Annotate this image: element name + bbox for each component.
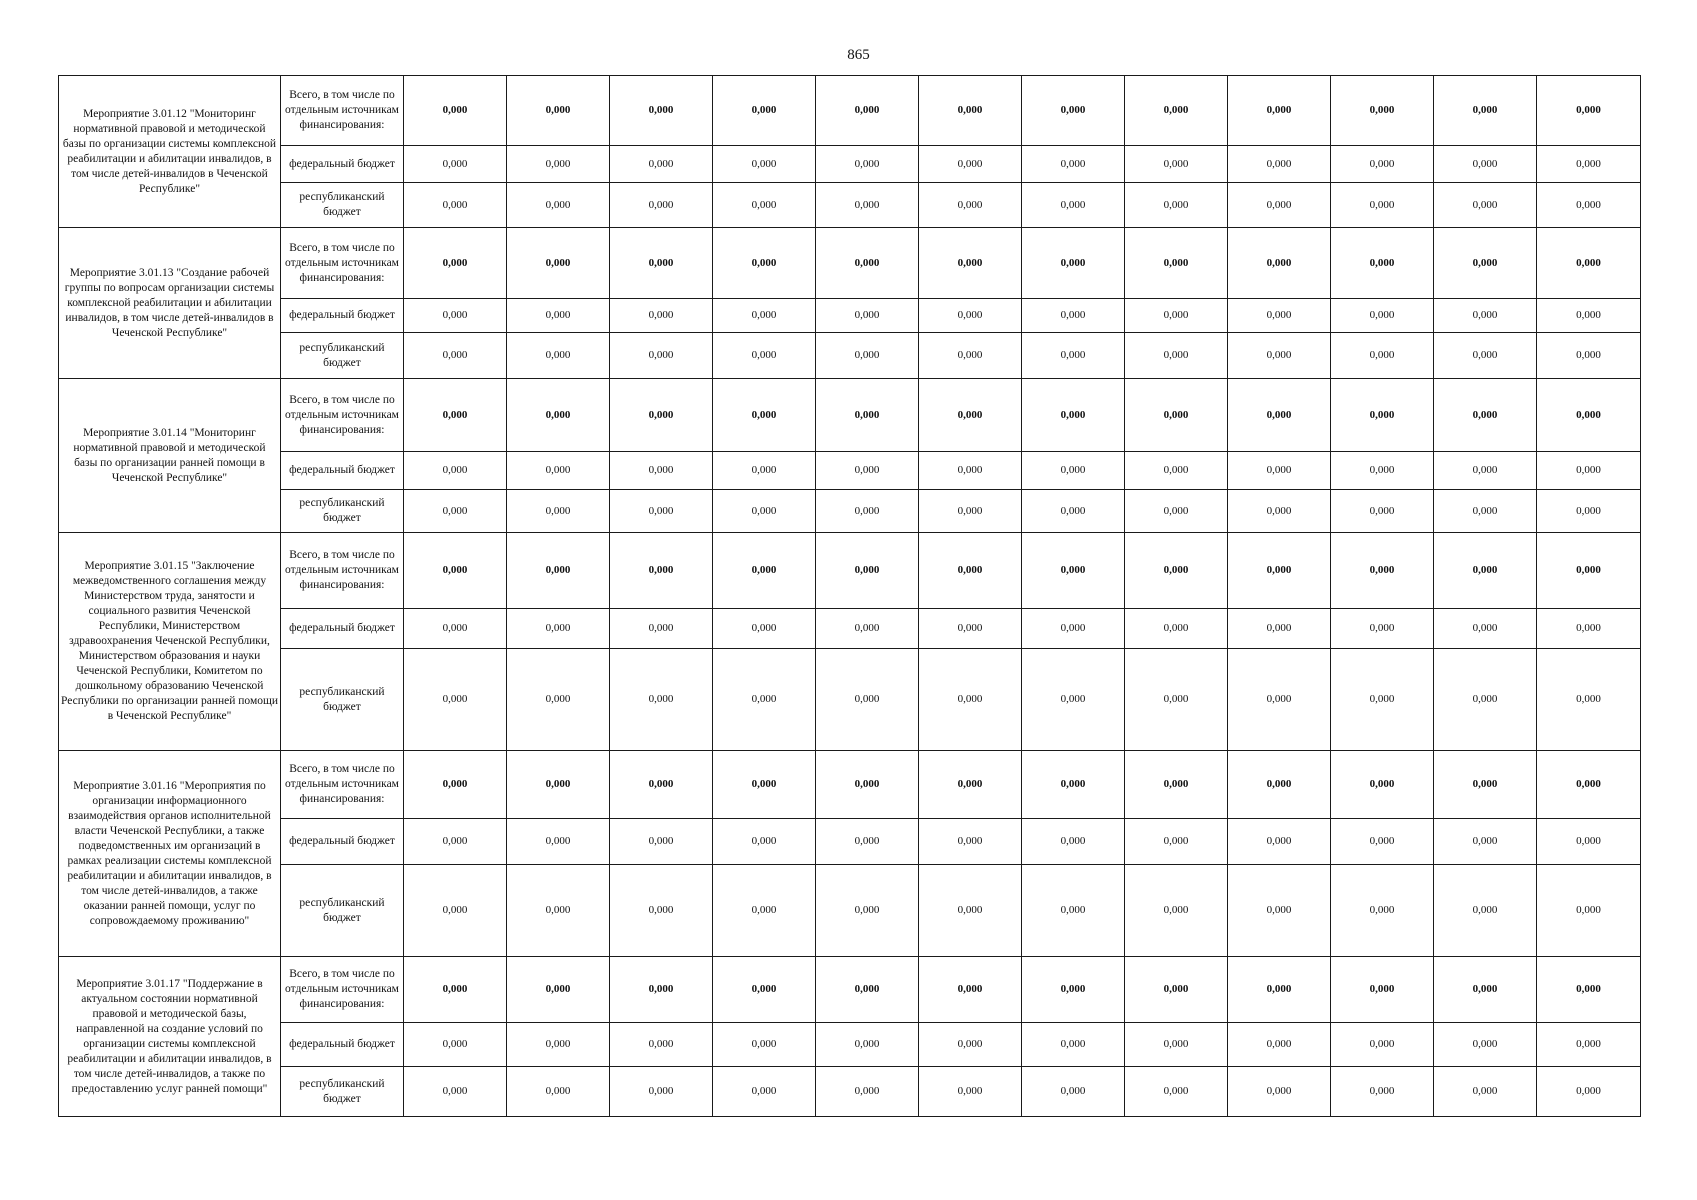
- value-cell: 0,000: [1228, 819, 1331, 865]
- value-cell: 0,000: [1125, 76, 1228, 146]
- value-cell: 0,000: [1228, 183, 1331, 228]
- value-cell: 0,000: [1022, 865, 1125, 957]
- value-cell: 0,000: [1022, 379, 1125, 452]
- value-cell: 0,000: [713, 865, 816, 957]
- value-cell: 0,000: [404, 1023, 507, 1067]
- value-cell: 0,000: [1331, 609, 1434, 649]
- value-cell: 0,000: [1228, 452, 1331, 490]
- value-cell: 0,000: [1228, 146, 1331, 183]
- value-cell: 0,000: [1331, 957, 1434, 1023]
- value-cell: 0,000: [1228, 333, 1331, 379]
- value-cell: 0,000: [816, 333, 919, 379]
- source-label-total: Всего, в том числе по отдельным источникам финансирования:: [281, 379, 404, 452]
- source-label-total: Всего, в том числе по отдельным источникам финансирования:: [281, 228, 404, 299]
- value-cell: 0,000: [1537, 865, 1641, 957]
- value-cell: 0,000: [1434, 183, 1537, 228]
- value-cell: 0,000: [713, 490, 816, 533]
- value-cell: 0,000: [1125, 490, 1228, 533]
- value-cell: 0,000: [1331, 452, 1434, 490]
- value-cell: 0,000: [507, 452, 610, 490]
- value-cell: 0,000: [1125, 865, 1228, 957]
- value-cell: 0,000: [713, 228, 816, 299]
- value-cell: 0,000: [816, 299, 919, 333]
- value-cell: 0,000: [1537, 333, 1641, 379]
- value-cell: 0,000: [713, 819, 816, 865]
- table-row: [59, 865, 1641, 957]
- value-cell: 0,000: [1228, 609, 1331, 649]
- value-cell: 0,000: [610, 452, 713, 490]
- source-label-republic: республиканский бюджет: [281, 183, 404, 228]
- value-cell: 0,000: [404, 76, 507, 146]
- source-label-republic: республиканский бюджет: [281, 333, 404, 379]
- value-cell: 0,000: [919, 609, 1022, 649]
- value-cell: 0,000: [1434, 299, 1537, 333]
- value-cell: 0,000: [507, 819, 610, 865]
- value-cell: 0,000: [919, 146, 1022, 183]
- value-cell: 0,000: [919, 649, 1022, 751]
- value-cell: 0,000: [1228, 649, 1331, 751]
- value-cell: 0,000: [507, 379, 610, 452]
- value-cell: 0,000: [816, 957, 919, 1023]
- value-cell: 0,000: [1022, 183, 1125, 228]
- value-cell: 0,000: [1228, 299, 1331, 333]
- value-cell: 0,000: [404, 299, 507, 333]
- value-cell: 0,000: [919, 379, 1022, 452]
- value-cell: 0,000: [816, 490, 919, 533]
- value-cell: 0,000: [1228, 228, 1331, 299]
- value-cell: 0,000: [1022, 751, 1125, 819]
- table-row: [59, 452, 1641, 490]
- value-cell: 0,000: [1537, 299, 1641, 333]
- value-cell: 0,000: [1331, 379, 1434, 452]
- source-label-total: Всего, в том числе по отдельным источникам финансирования:: [281, 533, 404, 609]
- value-cell: 0,000: [1022, 1067, 1125, 1117]
- value-cell: 0,000: [713, 1023, 816, 1067]
- value-cell: 0,000: [1331, 228, 1434, 299]
- value-cell: 0,000: [919, 1067, 1022, 1117]
- value-cell: 0,000: [713, 299, 816, 333]
- value-cell: 0,000: [1331, 649, 1434, 751]
- value-cell: 0,000: [1434, 649, 1537, 751]
- value-cell: 0,000: [816, 1067, 919, 1117]
- value-cell: 0,000: [404, 333, 507, 379]
- table-row: [59, 533, 1641, 609]
- source-label-total: Всего, в том числе по отдельным источникам финансирования:: [281, 76, 404, 146]
- value-cell: 0,000: [1331, 1023, 1434, 1067]
- value-cell: 0,000: [713, 1067, 816, 1117]
- value-cell: 0,000: [919, 76, 1022, 146]
- value-cell: 0,000: [1434, 957, 1537, 1023]
- value-cell: 0,000: [404, 183, 507, 228]
- value-cell: 0,000: [1022, 299, 1125, 333]
- value-cell: 0,000: [1125, 379, 1228, 452]
- page-number: 865: [847, 47, 870, 63]
- value-cell: 0,000: [610, 490, 713, 533]
- value-cell: 0,000: [713, 379, 816, 452]
- value-cell: 0,000: [713, 333, 816, 379]
- table-row: [59, 1067, 1641, 1117]
- table-row: [59, 228, 1641, 299]
- value-cell: 0,000: [919, 957, 1022, 1023]
- value-cell: 0,000: [1434, 379, 1537, 452]
- value-cell: 0,000: [816, 819, 919, 865]
- value-cell: 0,000: [1537, 379, 1641, 452]
- value-cell: 0,000: [404, 751, 507, 819]
- value-cell: 0,000: [1331, 299, 1434, 333]
- value-cell: 0,000: [713, 649, 816, 751]
- value-cell: 0,000: [1125, 957, 1228, 1023]
- value-cell: 0,000: [1022, 228, 1125, 299]
- value-cell: 0,000: [1125, 819, 1228, 865]
- value-cell: 0,000: [610, 751, 713, 819]
- measure-name: Мероприятие 3.01.16 "Мероприятия по организации информационного взаимодействия органов исполнительной власти Чеченской Республики, а также подведомственных им организаций в рамках реализации системы комплексной реабилитации и абилитации инвалидов, в том числе детей-инвалидов, а также оказании ранней помощи, услуг по сопровождаемому проживанию": [59, 751, 281, 957]
- value-cell: 0,000: [1537, 76, 1641, 146]
- value-cell: 0,000: [713, 76, 816, 146]
- value-cell: 0,000: [1434, 228, 1537, 299]
- value-cell: 0,000: [1125, 299, 1228, 333]
- value-cell: 0,000: [1022, 333, 1125, 379]
- value-cell: 0,000: [404, 609, 507, 649]
- value-cell: 0,000: [507, 649, 610, 751]
- value-cell: 0,000: [1331, 183, 1434, 228]
- source-label-total: Всего, в том числе по отдельным источникам финансирования:: [281, 751, 404, 819]
- value-cell: 0,000: [1434, 76, 1537, 146]
- value-cell: 0,000: [1434, 333, 1537, 379]
- value-cell: 0,000: [919, 751, 1022, 819]
- budget-table: [58, 75, 1641, 1117]
- value-cell: 0,000: [1434, 609, 1537, 649]
- value-cell: 0,000: [713, 609, 816, 649]
- value-cell: 0,000: [919, 333, 1022, 379]
- value-cell: 0,000: [1228, 490, 1331, 533]
- table-row: [59, 183, 1641, 228]
- value-cell: 0,000: [1331, 865, 1434, 957]
- value-cell: 0,000: [507, 865, 610, 957]
- table-row: [59, 819, 1641, 865]
- value-cell: 0,000: [610, 533, 713, 609]
- value-cell: 0,000: [1434, 1023, 1537, 1067]
- value-cell: 0,000: [404, 452, 507, 490]
- value-cell: 0,000: [1022, 452, 1125, 490]
- value-cell: 0,000: [1022, 957, 1125, 1023]
- value-cell: 0,000: [507, 146, 610, 183]
- value-cell: 0,000: [1125, 452, 1228, 490]
- table-body: [59, 76, 1641, 1117]
- table-row: [59, 957, 1641, 1023]
- value-cell: 0,000: [1228, 379, 1331, 452]
- value-cell: 0,000: [816, 228, 919, 299]
- value-cell: 0,000: [610, 379, 713, 452]
- value-cell: 0,000: [1022, 533, 1125, 609]
- value-cell: 0,000: [1022, 819, 1125, 865]
- value-cell: 0,000: [1537, 490, 1641, 533]
- value-cell: 0,000: [610, 865, 713, 957]
- value-cell: 0,000: [816, 452, 919, 490]
- value-cell: 0,000: [507, 183, 610, 228]
- value-cell: 0,000: [507, 957, 610, 1023]
- source-label-federal: федеральный бюджет: [281, 819, 404, 865]
- value-cell: 0,000: [919, 228, 1022, 299]
- value-cell: 0,000: [1537, 183, 1641, 228]
- value-cell: 0,000: [610, 609, 713, 649]
- value-cell: 0,000: [507, 333, 610, 379]
- value-cell: 0,000: [919, 490, 1022, 533]
- table-row: [59, 146, 1641, 183]
- value-cell: 0,000: [1331, 533, 1434, 609]
- value-cell: 0,000: [610, 183, 713, 228]
- value-cell: 0,000: [816, 649, 919, 751]
- value-cell: 0,000: [1537, 957, 1641, 1023]
- source-label-federal: федеральный бюджет: [281, 299, 404, 333]
- value-cell: 0,000: [1434, 452, 1537, 490]
- value-cell: 0,000: [1125, 1067, 1228, 1117]
- value-cell: 0,000: [1125, 1023, 1228, 1067]
- value-cell: 0,000: [1537, 1067, 1641, 1117]
- value-cell: 0,000: [1537, 146, 1641, 183]
- value-cell: 0,000: [404, 379, 507, 452]
- value-cell: 0,000: [1125, 183, 1228, 228]
- source-label-federal: федеральный бюджет: [281, 452, 404, 490]
- source-label-republic: республиканский бюджет: [281, 490, 404, 533]
- value-cell: 0,000: [1331, 76, 1434, 146]
- value-cell: 0,000: [713, 957, 816, 1023]
- measure-name: Мероприятие 3.01.17 "Поддержание в актуальном состоянии нормативной правовой и методической базы, направленной на создание условий по организации системы комплексной реабилитации и абилитации инвалидов, в том числе детей-инвалидов, а также по предоставлению услуг ранней помощи": [59, 957, 281, 1117]
- value-cell: 0,000: [610, 333, 713, 379]
- value-cell: 0,000: [1537, 609, 1641, 649]
- table-row: [59, 490, 1641, 533]
- value-cell: 0,000: [1331, 333, 1434, 379]
- value-cell: 0,000: [507, 533, 610, 609]
- value-cell: 0,000: [919, 183, 1022, 228]
- value-cell: 0,000: [1022, 490, 1125, 533]
- value-cell: 0,000: [404, 490, 507, 533]
- value-cell: 0,000: [1228, 751, 1331, 819]
- value-cell: 0,000: [919, 299, 1022, 333]
- value-cell: 0,000: [1228, 865, 1331, 957]
- value-cell: 0,000: [1228, 957, 1331, 1023]
- value-cell: 0,000: [404, 819, 507, 865]
- value-cell: 0,000: [507, 1023, 610, 1067]
- value-cell: 0,000: [1228, 76, 1331, 146]
- value-cell: 0,000: [610, 1067, 713, 1117]
- value-cell: 0,000: [816, 609, 919, 649]
- value-cell: 0,000: [1228, 533, 1331, 609]
- value-cell: 0,000: [816, 1023, 919, 1067]
- value-cell: 0,000: [713, 533, 816, 609]
- source-label-federal: федеральный бюджет: [281, 609, 404, 649]
- measure-name: Мероприятие 3.01.13 "Создание рабочей группы по вопросам организации системы комплексной реабилитации и абилитации инвалидов, в том числе детей-инвалидов в Чеченской Республике": [59, 228, 281, 379]
- value-cell: 0,000: [1537, 452, 1641, 490]
- value-cell: 0,000: [1537, 751, 1641, 819]
- table-row: [59, 76, 1641, 146]
- source-label-federal: федеральный бюджет: [281, 1023, 404, 1067]
- value-cell: 0,000: [1434, 490, 1537, 533]
- value-cell: 0,000: [1434, 146, 1537, 183]
- value-cell: 0,000: [713, 751, 816, 819]
- table-row: [59, 333, 1641, 379]
- value-cell: 0,000: [1331, 1067, 1434, 1117]
- value-cell: 0,000: [1022, 609, 1125, 649]
- value-cell: 0,000: [1331, 146, 1434, 183]
- value-cell: 0,000: [1125, 146, 1228, 183]
- value-cell: 0,000: [919, 533, 1022, 609]
- value-cell: 0,000: [1125, 649, 1228, 751]
- value-cell: 0,000: [610, 649, 713, 751]
- value-cell: 0,000: [919, 819, 1022, 865]
- value-cell: 0,000: [1125, 751, 1228, 819]
- value-cell: 0,000: [1434, 865, 1537, 957]
- source-label-republic: республиканский бюджет: [281, 865, 404, 957]
- value-cell: 0,000: [816, 183, 919, 228]
- value-cell: 0,000: [1331, 490, 1434, 533]
- value-cell: 0,000: [404, 1067, 507, 1117]
- value-cell: 0,000: [610, 957, 713, 1023]
- value-cell: 0,000: [1434, 533, 1537, 609]
- value-cell: 0,000: [1537, 533, 1641, 609]
- value-cell: 0,000: [1125, 609, 1228, 649]
- value-cell: 0,000: [1125, 333, 1228, 379]
- value-cell: 0,000: [610, 819, 713, 865]
- source-label-republic: республиканский бюджет: [281, 649, 404, 751]
- value-cell: 0,000: [1125, 228, 1228, 299]
- value-cell: 0,000: [713, 452, 816, 490]
- value-cell: 0,000: [1434, 1067, 1537, 1117]
- source-label-total: Всего, в том числе по отдельным источникам финансирования:: [281, 957, 404, 1023]
- value-cell: 0,000: [816, 379, 919, 452]
- value-cell: 0,000: [404, 146, 507, 183]
- value-cell: 0,000: [816, 751, 919, 819]
- value-cell: 0,000: [610, 299, 713, 333]
- value-cell: 0,000: [1434, 819, 1537, 865]
- value-cell: 0,000: [404, 957, 507, 1023]
- measure-name: Мероприятие 3.01.12 "Мониторинг нормативной правовой и методической базы по организации системы комплексной реабилитации и абилитации инвалидов, в том числе детей-инвалидов в Чеченской Республике": [59, 76, 281, 228]
- value-cell: 0,000: [1228, 1023, 1331, 1067]
- table-row: [59, 1023, 1641, 1067]
- value-cell: 0,000: [404, 533, 507, 609]
- value-cell: 0,000: [507, 490, 610, 533]
- value-cell: 0,000: [1022, 1023, 1125, 1067]
- value-cell: 0,000: [1537, 1023, 1641, 1067]
- value-cell: 0,000: [1537, 228, 1641, 299]
- table-row: [59, 379, 1641, 452]
- value-cell: 0,000: [713, 183, 816, 228]
- table-row: [59, 751, 1641, 819]
- value-cell: 0,000: [919, 865, 1022, 957]
- value-cell: 0,000: [816, 865, 919, 957]
- value-cell: 0,000: [1125, 533, 1228, 609]
- value-cell: 0,000: [404, 228, 507, 299]
- value-cell: 0,000: [1022, 76, 1125, 146]
- value-cell: 0,000: [610, 1023, 713, 1067]
- value-cell: 0,000: [816, 533, 919, 609]
- value-cell: 0,000: [404, 865, 507, 957]
- value-cell: 0,000: [507, 751, 610, 819]
- value-cell: 0,000: [713, 146, 816, 183]
- value-cell: 0,000: [816, 146, 919, 183]
- source-label-federal: федеральный бюджет: [281, 146, 404, 183]
- value-cell: 0,000: [507, 1067, 610, 1117]
- value-cell: 0,000: [919, 1023, 1022, 1067]
- value-cell: 0,000: [507, 228, 610, 299]
- value-cell: 0,000: [507, 299, 610, 333]
- value-cell: 0,000: [507, 609, 610, 649]
- source-label-republic: республиканский бюджет: [281, 1067, 404, 1117]
- value-cell: 0,000: [404, 649, 507, 751]
- table-row: [59, 649, 1641, 751]
- value-cell: 0,000: [816, 76, 919, 146]
- value-cell: 0,000: [1331, 751, 1434, 819]
- value-cell: 0,000: [1537, 649, 1641, 751]
- value-cell: 0,000: [1022, 649, 1125, 751]
- measure-name: Мероприятие 3.01.14 "Мониторинг нормативной правовой и методической базы по организации ранней помощи в Чеченской Республике": [59, 379, 281, 533]
- value-cell: 0,000: [1331, 819, 1434, 865]
- measure-name: Мероприятие 3.01.15 "Заключение межведомственного соглашения между Министерством труда, занятости и социального развития Чеченской Республики, Министерством здравоохранения Чеченской Республики, Министерством образования и науки Чеченской Республики, Комитетом по дошкольному образованию Чеченской Республики по организации ранней помощи в Чеченской Республике": [59, 533, 281, 751]
- table-row: [59, 299, 1641, 333]
- value-cell: 0,000: [1022, 146, 1125, 183]
- table-row: [59, 609, 1641, 649]
- value-cell: 0,000: [1228, 1067, 1331, 1117]
- value-cell: 0,000: [610, 146, 713, 183]
- value-cell: 0,000: [1537, 819, 1641, 865]
- value-cell: 0,000: [610, 76, 713, 146]
- value-cell: 0,000: [507, 76, 610, 146]
- value-cell: 0,000: [610, 228, 713, 299]
- value-cell: 0,000: [919, 452, 1022, 490]
- value-cell: 0,000: [1434, 751, 1537, 819]
